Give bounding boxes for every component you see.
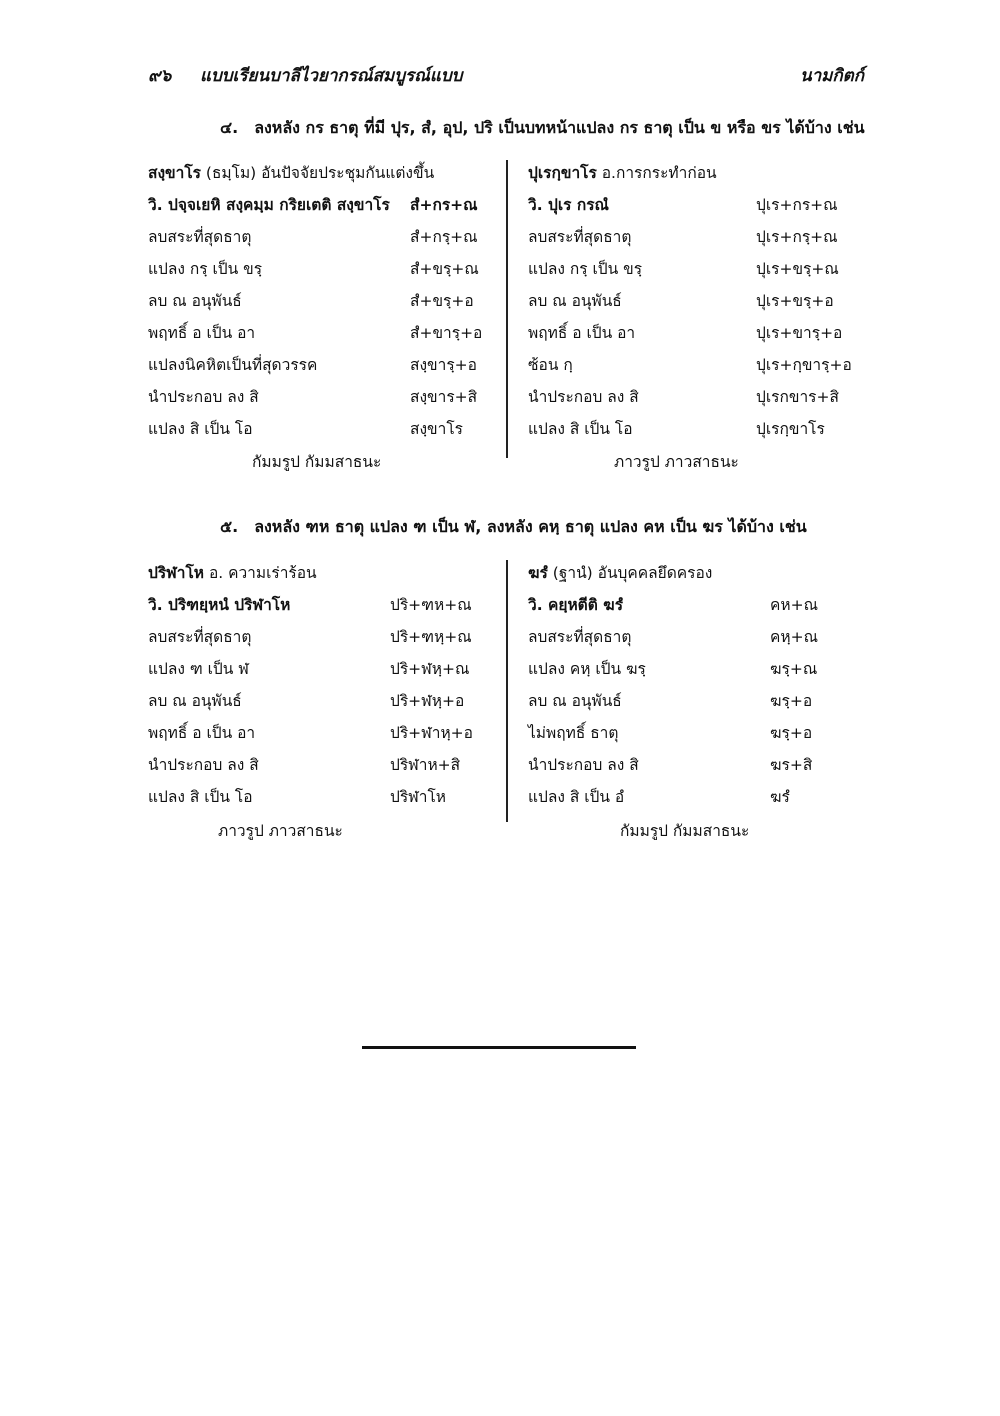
derivation-step: ลบ ณ อนุพันธ์ <box>148 292 242 310</box>
derivation-form: ฆรฺ+ณ <box>770 660 818 678</box>
column-title <box>528 160 717 185</box>
chapter-title: นามกิตก์ <box>800 66 864 86</box>
derivation-form: ปุเร+ขารฺ+อ <box>756 324 843 342</box>
derivation-form: สงฺขาโร <box>410 420 463 438</box>
derivation-step: แปลง ฑ เป็น ฬ <box>148 660 249 678</box>
derivation-step: แปลง สิ เป็น โอ <box>148 788 253 806</box>
derivation-form: สํ+ขรฺ+ณ <box>410 260 479 278</box>
right-column <box>528 160 864 470</box>
derivation-step: นำประกอบ ลง สิ <box>148 756 259 774</box>
entry-meaning: อ. ความเร่าร้อน <box>204 564 317 582</box>
column-title <box>528 560 712 585</box>
derivation-form: ปริ+ฑหฺ+ณ <box>390 628 472 646</box>
left-column <box>148 160 488 470</box>
derivation-step: แปลงนิคหิตเป็นที่สุดวรรค <box>148 356 318 374</box>
derivation-form: คห+ณ <box>770 596 818 614</box>
derivation-step: ลบสระที่สุดธาตุ <box>528 228 632 246</box>
derivation-footnote: ภาวรูป ภาวสาธนะ <box>614 453 739 471</box>
derivation-form: สงฺขาร+สิ <box>410 388 478 406</box>
entry-word: ปุเรกฺขาโร <box>528 164 597 182</box>
derivation-form: ปุเร+กร+ณ <box>756 196 838 214</box>
page-header <box>148 62 864 86</box>
derivation-step: พฤทธิ์ อ เป็น อา <box>148 724 256 742</box>
left-column <box>148 560 488 850</box>
derivation-form: สํ+ขรฺ+อ <box>410 292 474 310</box>
derivation-form: ปุเร+ขรฺ+อ <box>756 292 834 310</box>
derivation-step: วิ. ปุเร กรณํ <box>528 196 609 214</box>
derivation-footnote: ภาวรูป ภาวสาธนะ <box>218 822 343 840</box>
derivation-step: แปลง สิ เป็น โอ <box>528 420 633 438</box>
derivation-step: ไม่พฤทธิ์ ธาตุ <box>528 724 619 742</box>
entry-meaning: (ฐานํ) อันบุคคลยึดครอง <box>547 564 713 582</box>
rule-number: ๔. <box>220 118 239 137</box>
derivation-step: แปลง กรฺ เป็น ขรฺ <box>528 260 643 278</box>
derivation-form: ปุเร+ขรฺ+ณ <box>756 260 839 278</box>
end-of-section-rule <box>362 1046 636 1049</box>
column-divider <box>506 560 508 822</box>
derivation-step: แปลง สิ เป็น อํ <box>528 788 625 806</box>
derivation-form: ฆรํ <box>770 788 790 806</box>
derivation-form: ปริ+ฬหฺ+อ <box>390 692 465 710</box>
right-column <box>528 560 864 850</box>
derivation-step: ลบสระที่สุดธาตุ <box>148 628 252 646</box>
derivation-form: ปริฬาโห <box>390 788 447 806</box>
derivation-form: ปริฬาห+สิ <box>390 756 461 774</box>
derivation-step: แปลง กรฺ เป็น ขรฺ <box>148 260 263 278</box>
derivation-step: ลบ ณ อนุพันธ์ <box>528 292 622 310</box>
derivation-step: นำประกอบ ลง สิ <box>528 388 639 406</box>
derivation-step: แปลง สิ เป็น โอ <box>148 420 253 438</box>
derivation-form: สํ+ขารฺ+อ <box>410 324 483 342</box>
derivation-step: พฤทธิ์ อ เป็น อา <box>148 324 256 342</box>
column-divider <box>506 160 508 458</box>
derivation-form: คหฺ+ณ <box>770 628 818 646</box>
derivation-form: ฆรฺ+อ <box>770 724 813 742</box>
derivation-form: ปุเรกขาร+สิ <box>756 388 839 406</box>
derivation-form: สํ+กร+ณ <box>410 196 478 214</box>
derivation-step: แปลง คหฺ เป็น ฆรฺ <box>528 660 646 678</box>
entry-word: สงฺขาโร <box>148 164 201 182</box>
column-title <box>148 160 434 185</box>
derivation-form: ปริ+ฬหฺ+ณ <box>390 660 470 678</box>
entry-meaning: อ.การกระทำก่อน <box>596 164 717 182</box>
derivation-step: ลบสระที่สุดธาตุ <box>528 628 632 646</box>
derivation-step: พฤทธิ์ อ เป็น อา <box>528 324 636 342</box>
entry-meaning: (ธมฺโม) อันปัจจัยประชุมกันแต่งขึ้น <box>200 164 435 182</box>
derivation-step: ลบ ณ อนุพันธ์ <box>528 692 622 710</box>
derivation-form: ฆรฺ+อ <box>770 692 813 710</box>
derivation-footnote: กัมมรูป กัมมสาธนะ <box>620 822 750 840</box>
derivation-form: สํ+กรฺ+ณ <box>410 228 478 246</box>
derivation-form: สงฺขารฺ+อ <box>410 356 477 374</box>
derivation-step: ลบสระที่สุดธาตุ <box>148 228 252 246</box>
rule-text: ลงหลัง ฑห ธาตุ แปลง ฑ เป็น ฬ, ลงหลัง คหฺ ธาตุ แปลง คห เป็น ฆร ได้บ้าง เช่น <box>254 517 807 536</box>
book-title: แบบเรียนบาลีไวยากรณ์สมบูรณ์แบบ <box>200 66 463 86</box>
derivation-form: ปุเร+กรฺ+ณ <box>756 228 838 246</box>
column-title <box>148 560 317 585</box>
section-rule-5 <box>148 515 864 855</box>
rule-text: ลงหลัง กร ธาตุ ที่มี ปุร, สํ, อุป, ปริ เป็นบทหน้าแปลง กร ธาตุ เป็น ข หรือ ขร ได้บ้าง เช่น <box>254 118 865 137</box>
entry-word: ฆรํ <box>528 564 548 582</box>
derivation-form: ปริ+ฬาหฺ+อ <box>390 724 473 742</box>
rule-number: ๕. <box>220 517 239 536</box>
entry-word: ปริฬาโห <box>148 564 205 582</box>
derivation-footnote: กัมมรูป กัมมสาธนะ <box>252 453 382 471</box>
derivation-step: วิ. คยฺหตีติ ฆรํ <box>528 596 624 614</box>
page-number: ๙๖ <box>148 66 172 86</box>
derivation-step: นำประกอบ ลง สิ <box>528 756 639 774</box>
derivation-step: ลบ ณ อนุพันธ์ <box>148 692 242 710</box>
derivation-form: ปุเร+กฺขารฺ+อ <box>756 356 852 374</box>
rule-heading <box>220 515 807 540</box>
derivation-form: ฆร+สิ <box>770 756 813 774</box>
rule-heading <box>220 116 865 141</box>
derivation-step: วิ. ปริฑยฺหนํ ปริฬาโห <box>148 596 291 614</box>
derivation-step: ซ้อน กฺ <box>528 356 573 374</box>
derivation-step: นำประกอบ ลง สิ <box>148 388 259 406</box>
section-rule-4 <box>148 116 864 476</box>
derivation-form: ปุเรกฺขาโร <box>756 420 825 438</box>
derivation-step: วิ. ปจฺจเยหิ สงฺคมฺม กริยเตติ สงฺขาโร <box>148 196 390 214</box>
derivation-form: ปริ+ฑห+ณ <box>390 596 472 614</box>
